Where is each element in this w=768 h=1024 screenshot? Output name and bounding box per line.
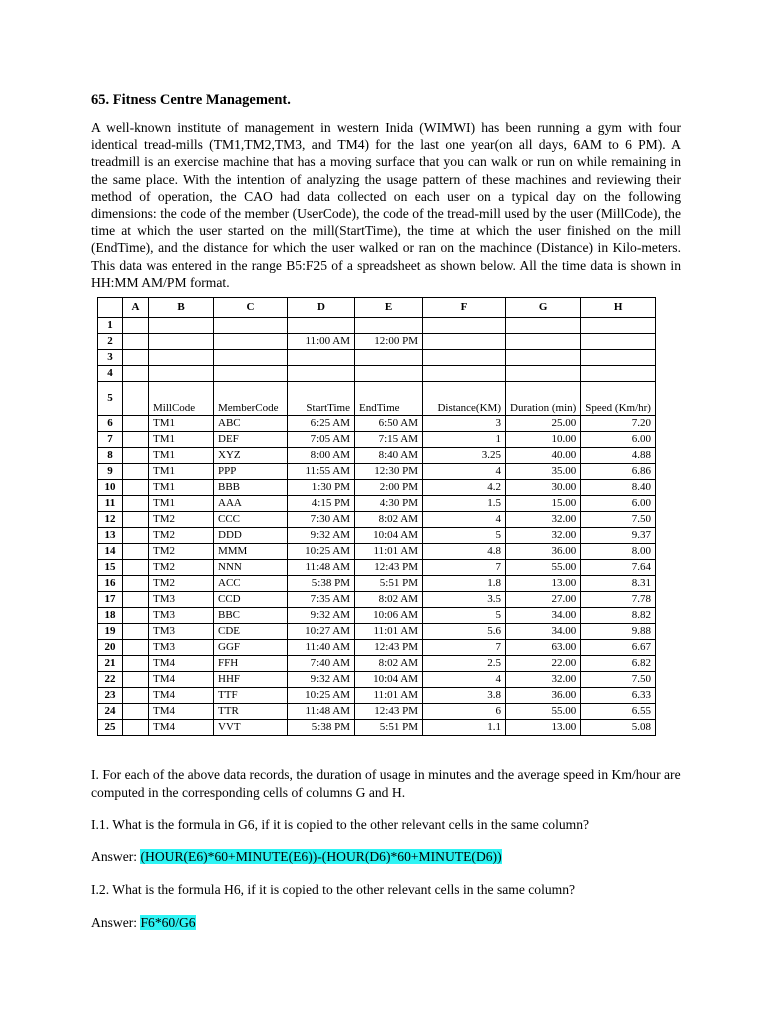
table-row xyxy=(98,350,656,366)
cell-a xyxy=(123,448,149,464)
cell-duration: 63.00 xyxy=(506,640,581,656)
cell-membercode: MMM xyxy=(214,544,288,560)
table-row xyxy=(98,432,656,448)
cell-millcode: TM2 xyxy=(149,576,214,592)
cell-speed: 9.88 xyxy=(581,624,656,640)
row-number: 9 xyxy=(98,464,123,480)
header-millcode: MillCode xyxy=(149,382,214,416)
answer-label: Answer: xyxy=(91,915,141,930)
row-number: 8 xyxy=(98,448,123,464)
column-header: B xyxy=(149,298,214,318)
question-2: I.2. What is the formula H6, if it is copied to the other relevant cells in the same column? xyxy=(91,882,576,897)
row-number: 5 xyxy=(98,382,123,416)
cell-speed: 7.50 xyxy=(581,672,656,688)
column-header: G xyxy=(506,298,581,318)
intro-paragraph: A well-known institute of management in western Inida (WIMWI) has been running a gym with four identical tread-mills (TM1,TM2,TM3, and TM4) for the last one year(on all days, 6AM to 6 PM). A treadmill is an exercise machine that has a moving surface that you can walk or run on while remaining in the same place. With the intention of analyzing the usage pattern of these machines and reviewing their method of operation, the CAO had data collected on each user on a typical day on the following dimensions: the code of the member (UserCode), the code of the tread-mill used by the user (MillCode), the time at which the user started on the mill(StartTime), the time at which the user finished on the mill (EndTime), and the distance for which the user walked or ran on the machince (Distance) in Kilo-meters. This data was entered in the range B5:F25 of a spreadsheet as shown below. All the time data is shown in HH:MM AM/PM format. xyxy=(91,120,681,290)
cell-millcode: TM3 xyxy=(149,592,214,608)
cell-distance: 3 xyxy=(423,416,506,432)
cell-duration: 30.00 xyxy=(506,480,581,496)
table-row xyxy=(98,656,656,672)
cell-endtime: 11:01 AM xyxy=(355,544,423,560)
cell-speed: 8.31 xyxy=(581,576,656,592)
cell-a xyxy=(123,624,149,640)
cell-endtime: 4:30 PM xyxy=(355,496,423,512)
cell-starttime: 7:40 AM xyxy=(288,656,355,672)
header-speed: Speed (Km/hr) xyxy=(581,382,656,416)
row-number: 1 xyxy=(98,318,123,334)
cell-membercode: CCC xyxy=(214,512,288,528)
cell-starttime: 9:32 AM xyxy=(288,608,355,624)
cell-millcode: TM4 xyxy=(149,704,214,720)
cell-speed: 9.37 xyxy=(581,528,656,544)
cell-endtime: 12:43 PM xyxy=(355,640,423,656)
cell-distance: 4.8 xyxy=(423,544,506,560)
cell-endtime: 8:40 AM xyxy=(355,448,423,464)
answer-2-formula: F6*60/G6 xyxy=(140,915,196,930)
document-page xyxy=(91,92,681,291)
cell-distance: 7 xyxy=(423,640,506,656)
cell-starttime: 9:32 AM xyxy=(288,528,355,544)
cell-duration: 32.00 xyxy=(506,672,581,688)
cell-a xyxy=(123,496,149,512)
column-header: E xyxy=(355,298,423,318)
cell-endtime: 7:15 AM xyxy=(355,432,423,448)
cell-distance: 2.5 xyxy=(423,656,506,672)
column-header-row xyxy=(98,298,656,318)
table-row xyxy=(98,688,656,704)
cell-millcode: TM4 xyxy=(149,656,214,672)
cell-a xyxy=(123,416,149,432)
cell-membercode: ABC xyxy=(214,416,288,432)
cell-speed: 8.82 xyxy=(581,608,656,624)
row-number: 25 xyxy=(98,720,123,736)
cell-distance: 3.25 xyxy=(423,448,506,464)
cell-starttime: 8:00 AM xyxy=(288,448,355,464)
cell-a xyxy=(123,592,149,608)
cell-a xyxy=(123,720,149,736)
table-row xyxy=(98,480,656,496)
row-number: 23 xyxy=(98,688,123,704)
cell-a xyxy=(123,560,149,576)
cell-speed: 5.08 xyxy=(581,720,656,736)
cell-membercode: ACC xyxy=(214,576,288,592)
cell-endtime: 8:02 AM xyxy=(355,592,423,608)
cell-millcode: TM4 xyxy=(149,688,214,704)
answer-1 xyxy=(91,848,681,866)
cell-speed: 6.82 xyxy=(581,656,656,672)
cell-a xyxy=(123,608,149,624)
cell-membercode: XYZ xyxy=(214,448,288,464)
row-number: 22 xyxy=(98,672,123,688)
row-number: 10 xyxy=(98,480,123,496)
cell-starttime: 5:38 PM xyxy=(288,720,355,736)
cell-starttime: 11:48 AM xyxy=(288,704,355,720)
header-membercode: MemberCode xyxy=(214,382,288,416)
cell-a xyxy=(123,528,149,544)
cell-speed: 6.00 xyxy=(581,496,656,512)
table-row xyxy=(98,528,656,544)
problem-title: 65. Fitness Centre Management. xyxy=(91,92,291,108)
table-row xyxy=(98,704,656,720)
column-header: D xyxy=(288,298,355,318)
row-number: 13 xyxy=(98,528,123,544)
cell-a xyxy=(123,640,149,656)
cell-membercode: DEF xyxy=(214,432,288,448)
cell-endtime: 10:04 AM xyxy=(355,672,423,688)
cell-speed: 6.67 xyxy=(581,640,656,656)
cell-millcode: TM2 xyxy=(149,528,214,544)
cell-duration: 34.00 xyxy=(506,608,581,624)
cell-millcode: TM2 xyxy=(149,560,214,576)
cell-starttime: 7:35 AM xyxy=(288,592,355,608)
cell-starttime: 4:15 PM xyxy=(288,496,355,512)
cell-starttime: 7:30 AM xyxy=(288,512,355,528)
cell-millcode: TM3 xyxy=(149,640,214,656)
cell-distance: 1.5 xyxy=(423,496,506,512)
cell-duration: 25.00 xyxy=(506,416,581,432)
cell-millcode: TM4 xyxy=(149,720,214,736)
table-row xyxy=(98,608,656,624)
cell-duration: 15.00 xyxy=(506,496,581,512)
cell-millcode: TM1 xyxy=(149,416,214,432)
cell-distance: 4 xyxy=(423,512,506,528)
cell-endtime: 12:43 PM xyxy=(355,560,423,576)
cell-endtime: 11:01 AM xyxy=(355,688,423,704)
table-row xyxy=(98,318,656,334)
table-row xyxy=(98,464,656,480)
cell-membercode: FFH xyxy=(214,656,288,672)
cell-speed: 4.88 xyxy=(581,448,656,464)
cell-duration: 35.00 xyxy=(506,464,581,480)
cell-distance: 4 xyxy=(423,464,506,480)
cell-distance: 1.8 xyxy=(423,576,506,592)
table-row xyxy=(98,672,656,688)
cell-speed: 7.50 xyxy=(581,512,656,528)
column-header: A xyxy=(123,298,149,318)
cell-millcode: TM2 xyxy=(149,544,214,560)
cell-distance: 1.1 xyxy=(423,720,506,736)
table-row xyxy=(98,544,656,560)
row-number: 14 xyxy=(98,544,123,560)
cell-endtime: 8:02 AM xyxy=(355,512,423,528)
cell-a xyxy=(123,512,149,528)
cell-distance: 3.8 xyxy=(423,688,506,704)
cell-duration: 36.00 xyxy=(506,544,581,560)
cell-duration: 36.00 xyxy=(506,688,581,704)
cell-distance: 5.6 xyxy=(423,624,506,640)
part-one-text: I. For each of the above data records, the duration of usage in minutes and the average speed in Km/hour are computed in the corresponding cells of columns G and H. xyxy=(91,767,681,800)
cell-millcode: TM2 xyxy=(149,512,214,528)
row-number: 7 xyxy=(98,432,123,448)
cell-millcode: TM1 xyxy=(149,480,214,496)
row-number: 3 xyxy=(98,350,123,366)
cell-starttime: 5:38 PM xyxy=(288,576,355,592)
cell-endtime: 10:04 AM xyxy=(355,528,423,544)
cell-duration: 27.00 xyxy=(506,592,581,608)
cell-membercode: PPP xyxy=(214,464,288,480)
column-header: H xyxy=(581,298,656,318)
header-distance: Distance(KM) xyxy=(423,382,506,416)
cell-duration: 10.00 xyxy=(506,432,581,448)
cell-speed: 6.00 xyxy=(581,432,656,448)
cell-speed: 7.64 xyxy=(581,560,656,576)
cell-starttime: 6:25 AM xyxy=(288,416,355,432)
cell-endtime: 10:06 AM xyxy=(355,608,423,624)
row-number: 21 xyxy=(98,656,123,672)
table-row xyxy=(98,496,656,512)
cell-endtime: 2:00 PM xyxy=(355,480,423,496)
cell-duration: 32.00 xyxy=(506,512,581,528)
cell-duration: 13.00 xyxy=(506,720,581,736)
cell-endtime: 8:02 AM xyxy=(355,656,423,672)
table-row xyxy=(98,334,656,350)
row-number: 19 xyxy=(98,624,123,640)
cell-membercode: BBC xyxy=(214,608,288,624)
cell-millcode: TM1 xyxy=(149,432,214,448)
row-number: 20 xyxy=(98,640,123,656)
cell-distance: 5 xyxy=(423,608,506,624)
cell-endtime: 11:01 AM xyxy=(355,624,423,640)
cell-duration: 55.00 xyxy=(506,560,581,576)
cell-membercode: TTR xyxy=(214,704,288,720)
table-row xyxy=(98,512,656,528)
cell-distance: 5 xyxy=(423,528,506,544)
table-row xyxy=(98,560,656,576)
row-number: 2 xyxy=(98,334,123,350)
answer-2 xyxy=(91,914,681,932)
row-number: 11 xyxy=(98,496,123,512)
cell-starttime: 11:55 AM xyxy=(288,464,355,480)
cell-starttime: 10:25 AM xyxy=(288,544,355,560)
cell-e2: 12:00 PM xyxy=(355,334,423,350)
cell-membercode: HHF xyxy=(214,672,288,688)
header-duration: Duration (min) xyxy=(506,382,581,416)
cell-membercode: CDE xyxy=(214,624,288,640)
cell-millcode: TM1 xyxy=(149,464,214,480)
cell-a xyxy=(123,688,149,704)
cell-starttime: 11:40 AM xyxy=(288,640,355,656)
cell-speed: 8.40 xyxy=(581,480,656,496)
cell-speed: 7.78 xyxy=(581,592,656,608)
cell-a xyxy=(123,544,149,560)
header-starttime: StartTime xyxy=(288,382,355,416)
cell-membercode: DDD xyxy=(214,528,288,544)
row-number: 4 xyxy=(98,366,123,382)
cell-endtime: 6:50 AM xyxy=(355,416,423,432)
cell-speed: 8.00 xyxy=(581,544,656,560)
cell-speed: 6.55 xyxy=(581,704,656,720)
cell-membercode: AAA xyxy=(214,496,288,512)
cell-duration: 40.00 xyxy=(506,448,581,464)
cell-speed: 6.33 xyxy=(581,688,656,704)
cell-starttime: 1:30 PM xyxy=(288,480,355,496)
cell-membercode: NNN xyxy=(214,560,288,576)
cell-duration: 32.00 xyxy=(506,528,581,544)
table-row xyxy=(98,720,656,736)
cell-a xyxy=(123,464,149,480)
cell-duration: 22.00 xyxy=(506,656,581,672)
cell-d2: 11:00 AM xyxy=(288,334,355,350)
table-header-row xyxy=(98,382,656,416)
cell-endtime: 12:30 PM xyxy=(355,464,423,480)
cell-millcode: TM3 xyxy=(149,624,214,640)
cell-a xyxy=(123,576,149,592)
cell-a xyxy=(123,432,149,448)
cell-starttime: 10:25 AM xyxy=(288,688,355,704)
cell-millcode: TM1 xyxy=(149,448,214,464)
cell-distance: 3.5 xyxy=(423,592,506,608)
row-number: 17 xyxy=(98,592,123,608)
row-number: 18 xyxy=(98,608,123,624)
header-endtime: EndTime xyxy=(355,382,423,416)
table-row xyxy=(98,448,656,464)
cell-starttime: 10:27 AM xyxy=(288,624,355,640)
cell-distance: 7 xyxy=(423,560,506,576)
table-row xyxy=(98,592,656,608)
cell-starttime: 11:48 AM xyxy=(288,560,355,576)
question-1: I.1. What is the formula in G6, if it is copied to the other relevant cells in the same column? xyxy=(91,817,590,832)
answer-1-formula: (HOUR(E6)*60+MINUTE(E6))-(HOUR(D6)*60+MINUTE(D6)) xyxy=(140,849,502,864)
table-row xyxy=(98,624,656,640)
cell-distance: 6 xyxy=(423,704,506,720)
cell-distance: 4 xyxy=(423,672,506,688)
spreadsheet-table xyxy=(97,297,656,736)
cell-distance: 1 xyxy=(423,432,506,448)
column-header: C xyxy=(214,298,288,318)
cell-starttime: 7:05 AM xyxy=(288,432,355,448)
cell-duration: 55.00 xyxy=(506,704,581,720)
cell-a xyxy=(123,672,149,688)
cell-speed: 7.20 xyxy=(581,416,656,432)
table-row xyxy=(98,576,656,592)
cell-distance: 4.2 xyxy=(423,480,506,496)
row-number: 6 xyxy=(98,416,123,432)
cell-endtime: 12:43 PM xyxy=(355,704,423,720)
cell-a xyxy=(123,480,149,496)
row-number: 15 xyxy=(98,560,123,576)
column-header: F xyxy=(423,298,506,318)
cell-duration: 13.00 xyxy=(506,576,581,592)
cell-endtime: 5:51 PM xyxy=(355,576,423,592)
row-number: 24 xyxy=(98,704,123,720)
row-number: 12 xyxy=(98,512,123,528)
cell-endtime: 5:51 PM xyxy=(355,720,423,736)
cell-membercode: CCD xyxy=(214,592,288,608)
cell-a xyxy=(123,704,149,720)
cell-speed: 6.86 xyxy=(581,464,656,480)
cell-a xyxy=(123,656,149,672)
table-row xyxy=(98,640,656,656)
cell-millcode: TM1 xyxy=(149,496,214,512)
cell-membercode: BBB xyxy=(214,480,288,496)
table-row xyxy=(98,366,656,382)
row-number: 16 xyxy=(98,576,123,592)
cell-millcode: TM4 xyxy=(149,672,214,688)
cell-membercode: TTF xyxy=(214,688,288,704)
corner-cell xyxy=(98,298,123,318)
cell-membercode: VVT xyxy=(214,720,288,736)
answer-label: Answer: xyxy=(91,849,141,864)
cell-millcode: TM3 xyxy=(149,608,214,624)
cell-membercode: GGF xyxy=(214,640,288,656)
table-row xyxy=(98,416,656,432)
cell-starttime: 9:32 AM xyxy=(288,672,355,688)
cell-duration: 34.00 xyxy=(506,624,581,640)
